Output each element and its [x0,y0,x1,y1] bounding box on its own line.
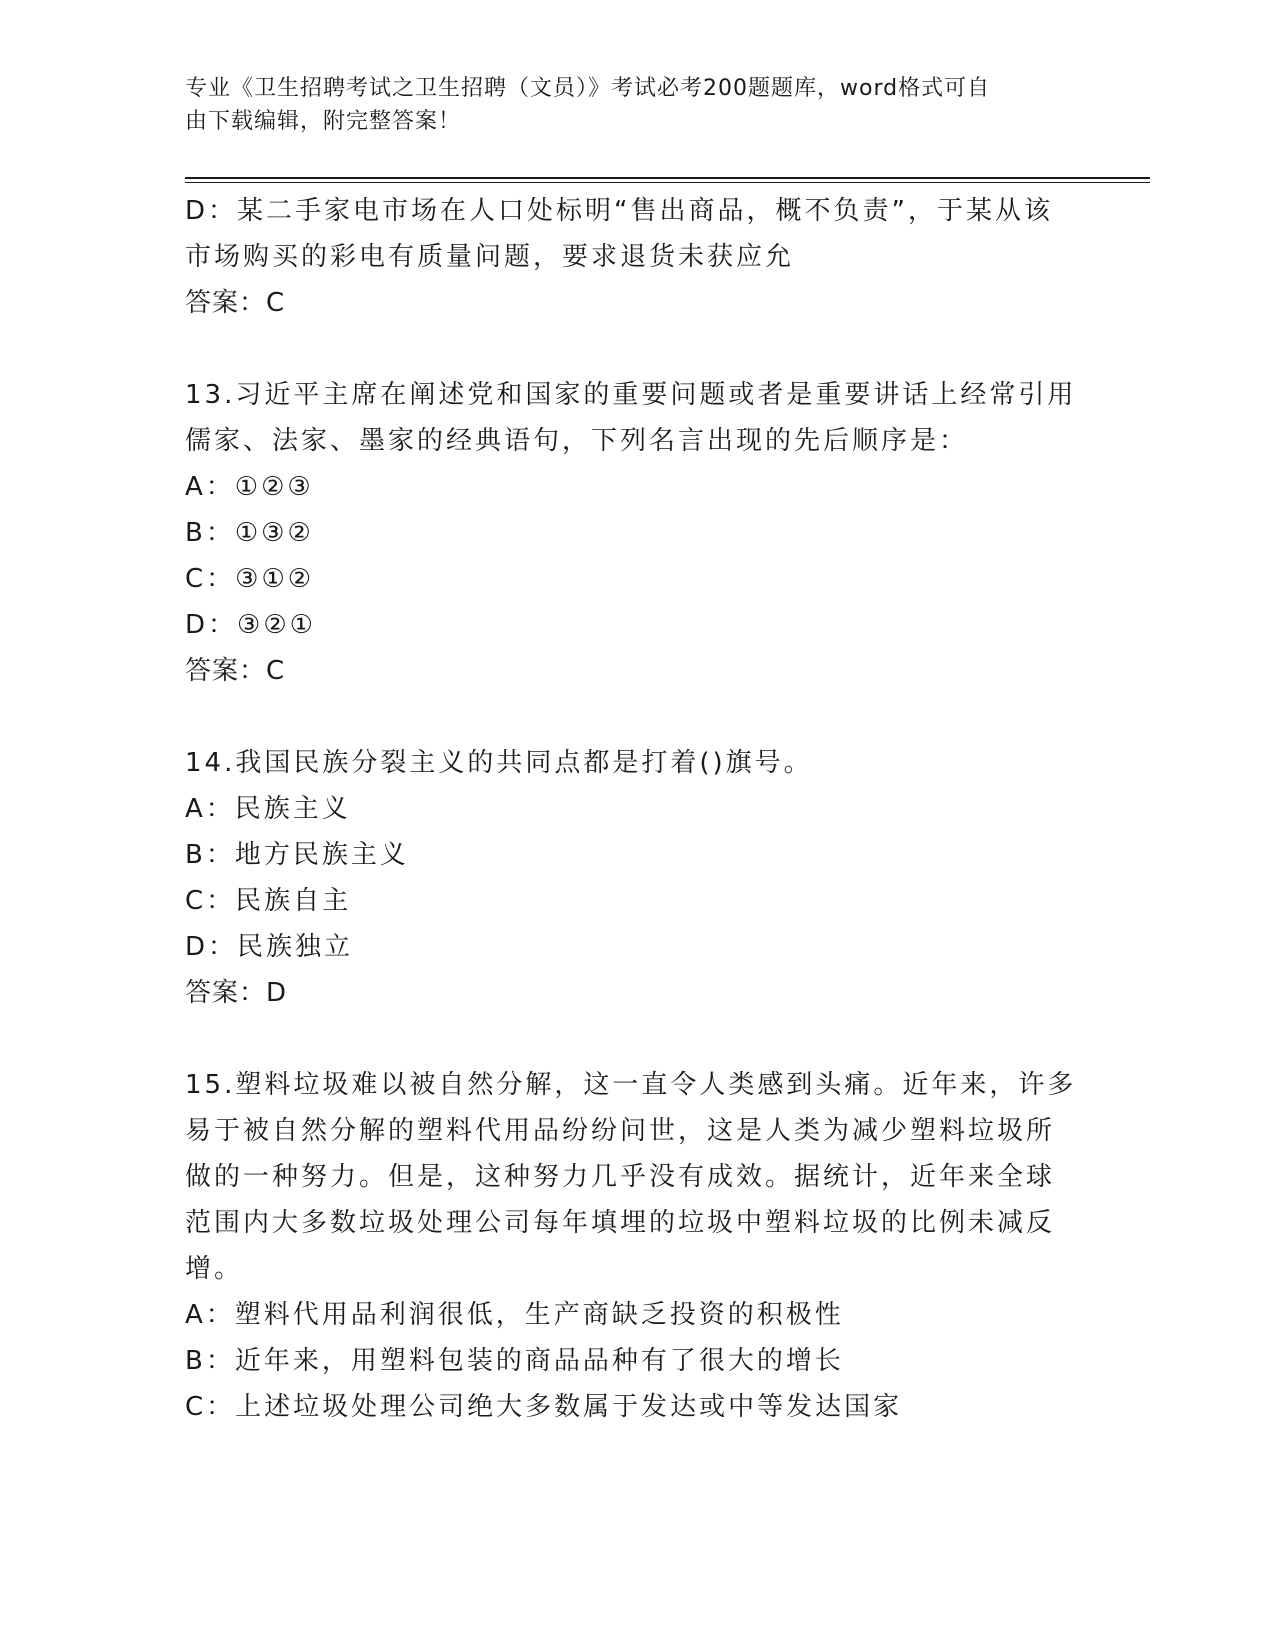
header-divider-thin [185,182,1150,183]
spacer [185,694,1085,740]
q13-option-b: B：①③② [185,518,314,548]
q12-answer: 答案：C [185,288,286,318]
q15-option-c: C：上述垃圾处理公司绝大多数属于发达或中等发达国家 [185,1392,903,1422]
q15-option-a: A：塑料代用品利润很低，生产商缺乏投资的积极性 [185,1300,844,1330]
q14-option-b: B：地方民族主义 [185,840,409,870]
q15-stem-line-2: 易于被自然分解的塑料代用品纷纷问世，这是人类为减少塑料垃圾所 [185,1116,1056,1146]
question-13 [185,372,1085,694]
q14-stem: 14.我国民族分裂主义的共同点都是打着()旗号。 [185,748,813,778]
q13-stem-line-2: 儒家、法家、墨家的经典语句，下列名言出现的先后顺序是： [185,426,969,456]
q12-option-d-line-2: 市场购买的彩电有质量问题，要求退货未获应允 [185,242,795,272]
q15-option-b: B：近年来，用塑料包装的商品品种有了很大的增长 [185,1346,844,1376]
q14-option-c: C：民族自主 [185,886,352,916]
q14-option-a: A：民族主义 [185,794,351,824]
spacer [185,1016,1085,1062]
q15-stem-line-1: 15.塑料垃圾难以被自然分解，这一直令人类感到头痛。近年来，许多 [185,1070,1077,1100]
spacer [185,326,1085,372]
q15-stem-line-3: 做的一种努力。但是，这种努力几乎没有成效。据统计，近年来全球 [185,1162,1056,1192]
question-content [185,188,1085,1430]
q13-stem-line-1: 13.习近平主席在阐述党和国家的重要问题或者是重要讲话上经常引用 [185,380,1077,410]
question-12 [185,188,1085,326]
question-14 [185,740,1085,1016]
document-header [185,72,1065,138]
q14-answer: 答案：D [185,978,288,1008]
q13-answer: 答案：C [185,656,286,686]
q13-option-c: C：③①② [185,564,315,594]
q13-option-a: A：①②③ [185,472,314,502]
header-line-1: 专业《卫生招聘考试之卫生招聘（文员）》考试必考200题题库，word格式可自 [185,76,991,101]
header-line-2: 由下载编辑，附完整答案！ [185,109,462,134]
q15-stem-line-4: 范围内大多数垃圾处理公司每年填埋的垃圾中塑料垃圾的比例未减反 [185,1208,1056,1238]
q12-option-d-line-1: D：某二手家电市场在人口处标明“售出商品，概不负责”，于某从该 [185,196,1053,226]
q14-option-d: D：民族独立 [185,932,354,962]
header-divider-thick [185,177,1150,179]
q15-stem-line-5: 增。 [185,1254,244,1284]
question-15 [185,1062,1085,1430]
q13-option-d: D：③②① [185,610,316,640]
